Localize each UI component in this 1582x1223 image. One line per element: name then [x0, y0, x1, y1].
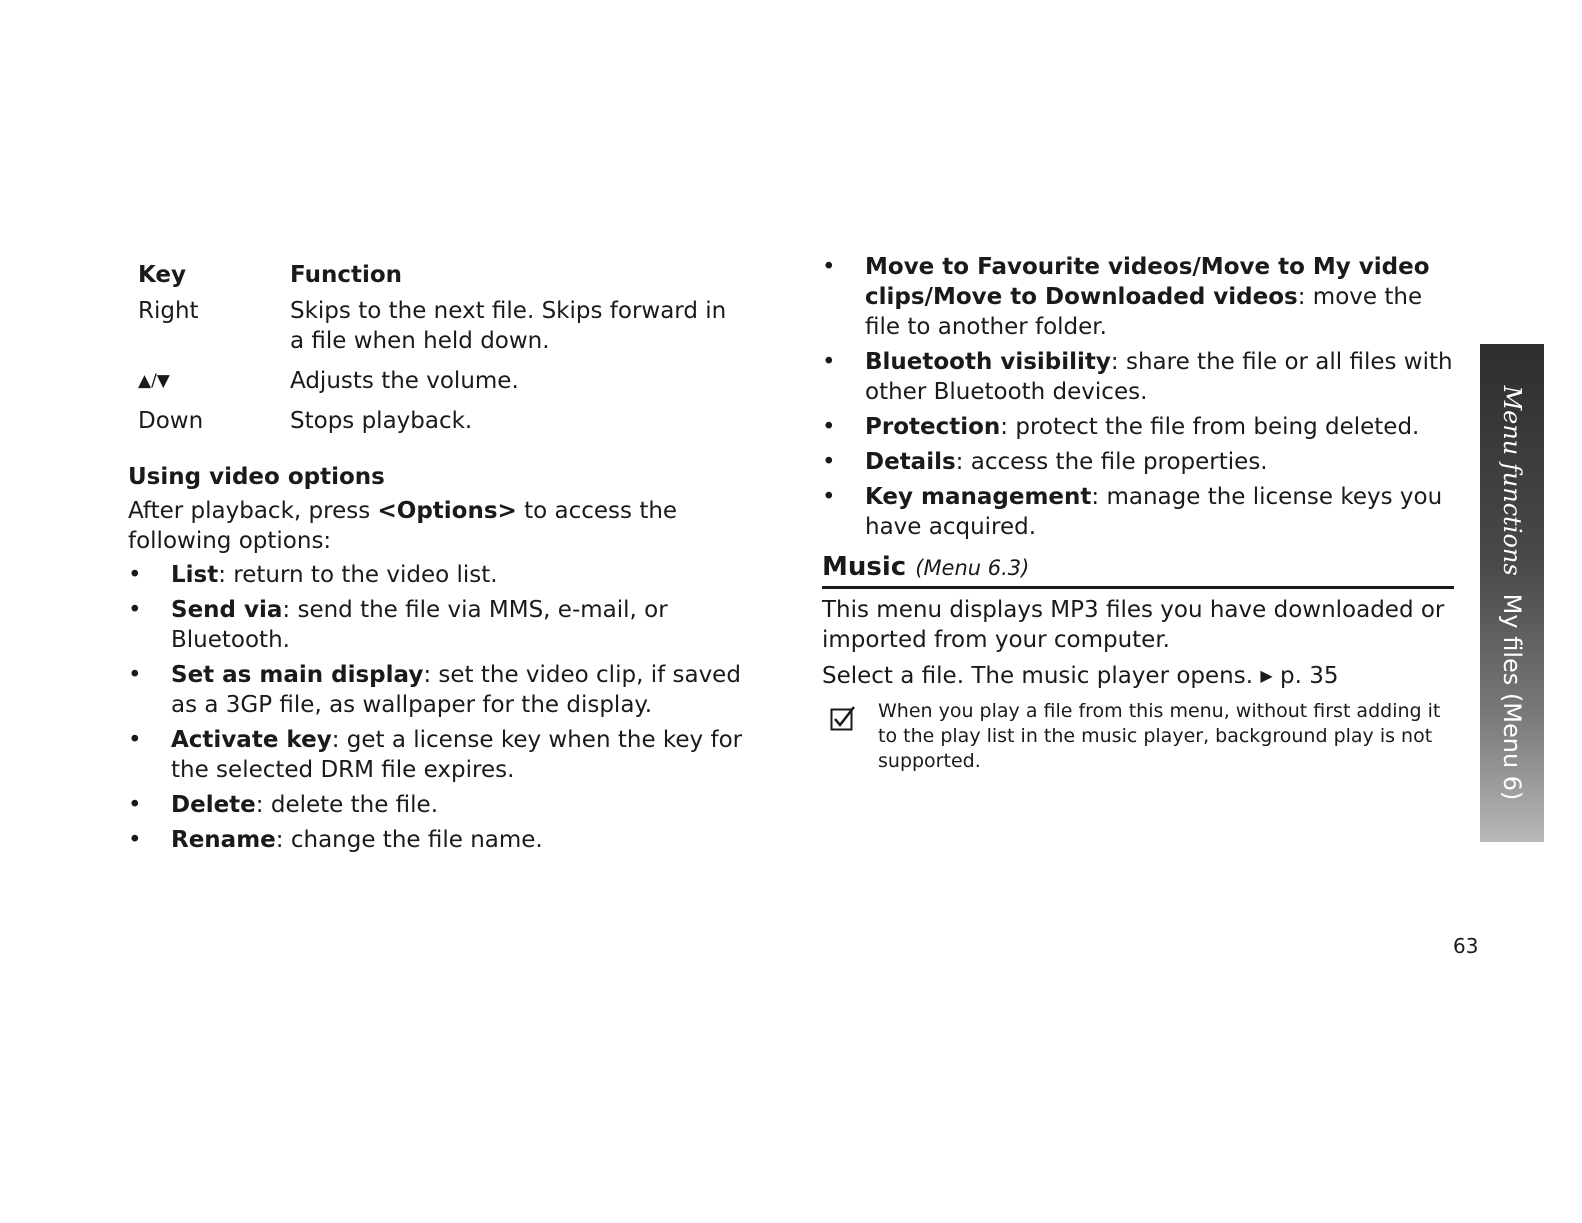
left-column: [128, 262, 768, 860]
side-tab-section: Menu functions: [1498, 385, 1526, 576]
option-term: Send via: [171, 597, 283, 623]
right-column: [822, 252, 1454, 774]
intro-text-after: to access the following options:: [128, 498, 678, 554]
list-item: [128, 560, 768, 590]
music-description: This menu displays MP3 files you have downloaded or imported from your computer.: [822, 597, 1445, 653]
bullet-icon: •: [128, 662, 142, 688]
option-desc: : send the file via MMS, e-mail, or Bluetooth.: [171, 597, 668, 653]
table-cell-key: Down: [138, 408, 204, 434]
list-item: [822, 412, 1454, 442]
option-term: Rename: [171, 827, 276, 853]
option-term: Move to Favourite videos/Move to My video clips/Move to Downloaded videos: [865, 254, 1430, 310]
bullet-icon: •: [128, 562, 142, 588]
table-row: [138, 406, 740, 446]
table-header-row: [138, 262, 740, 296]
list-item: [128, 825, 768, 855]
bullet-icon: •: [822, 414, 836, 440]
video-options-list: [128, 560, 768, 855]
list-item: [128, 725, 768, 785]
music-menu-ref: (Menu 6.3): [915, 556, 1030, 580]
side-tab-label: [1498, 386, 1526, 801]
option-desc: : move the file to another folder.: [865, 284, 1423, 340]
list-item: [822, 447, 1454, 477]
intro-text-before: After playback, press: [128, 498, 378, 524]
list-item: [128, 595, 768, 655]
option-term: Bluetooth visibility: [865, 349, 1111, 375]
option-term: Key management: [865, 484, 1092, 510]
table-row: [138, 296, 740, 366]
note-text: When you play a file from this menu, without first adding it to the play list in the music player, background play is not supported.: [878, 700, 1441, 772]
bullet-icon: •: [822, 254, 836, 280]
table-row: [138, 366, 740, 406]
option-desc: : return to the video list.: [218, 562, 498, 588]
page-number: 63: [1453, 934, 1479, 958]
list-item: [822, 252, 1454, 342]
bullet-icon: •: [822, 449, 836, 475]
option-term: Set as main display: [171, 662, 424, 688]
video-options-intro: [128, 496, 768, 556]
bullet-icon: •: [128, 827, 142, 853]
option-desc: : delete the file.: [255, 792, 439, 818]
key-function-table: [138, 262, 740, 446]
option-desc: : protect the file from being deleted.: [1000, 414, 1420, 440]
table-cell-key: Right: [138, 298, 199, 324]
table-cell-function: Stops playback.: [290, 408, 473, 434]
select-text: Select a file. The music player opens.: [822, 663, 1254, 689]
chapter-side-tab: [1480, 344, 1544, 842]
option-term: Protection: [865, 414, 1001, 440]
checkbox-note-icon: [830, 705, 856, 731]
function-column-header: Function: [290, 262, 403, 288]
table-cell-function: Skips to the next file. Skips forward in a file when held down.: [290, 298, 727, 354]
option-desc: : get a license key when the key for the selected DRM file expires.: [171, 727, 743, 783]
option-term: Delete: [171, 792, 256, 818]
list-item: [128, 660, 768, 720]
page-reference: p. 35: [1279, 663, 1339, 689]
option-desc: : manage the license keys you have acquired.: [865, 484, 1443, 540]
option-desc: : share the file or all files with other Bluetooth devices.: [865, 349, 1453, 405]
music-section-heading: [822, 552, 1454, 589]
arrow-right-icon: ▶: [1260, 666, 1273, 685]
option-desc: : change the file name.: [275, 827, 543, 853]
bullet-icon: •: [128, 792, 142, 818]
bullet-icon: •: [822, 484, 836, 510]
note-block: [822, 699, 1454, 774]
bullet-icon: •: [128, 597, 142, 623]
music-title: Music: [822, 552, 907, 582]
list-item: [822, 482, 1454, 542]
bullet-icon: •: [128, 727, 142, 753]
option-term: Details: [865, 449, 956, 475]
list-item: [822, 347, 1454, 407]
key-column-header: Key: [138, 262, 187, 288]
bullet-icon: •: [822, 349, 836, 375]
music-select-line: [822, 661, 1454, 691]
options-softkey-label: <Options>: [377, 498, 517, 524]
option-desc: : set the video clip, if saved as a 3GP file, as wallpaper for the display.: [171, 662, 741, 718]
table-cell-key: ▲/▼: [138, 371, 170, 391]
table-cell-function: Adjusts the volume.: [290, 368, 519, 394]
option-desc: : access the file properties.: [955, 449, 1268, 475]
option-term: Activate key: [171, 727, 332, 753]
section-title-video-options: Using video options: [128, 464, 385, 490]
side-tab-subsection: My files (Menu 6): [1498, 593, 1526, 801]
option-term: List: [171, 562, 219, 588]
list-item: [128, 790, 768, 820]
file-options-list: [822, 252, 1454, 542]
